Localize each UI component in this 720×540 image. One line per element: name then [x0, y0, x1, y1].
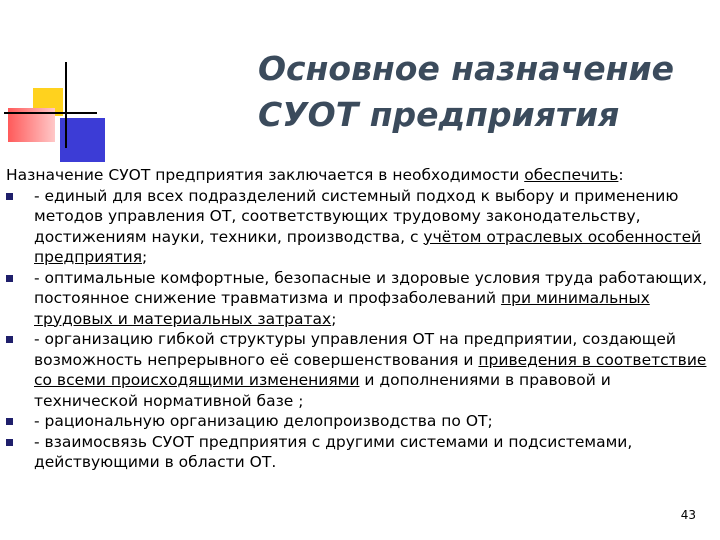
slide-body: [6, 165, 712, 473]
item-underlined: учётом отраслевых особенностей предприятия: [34, 227, 702, 266]
item-underlined: при минимальных трудовых и материальных затратах: [34, 289, 650, 328]
square-bullet-icon: [6, 336, 13, 343]
item-text: - взаимосвязь СУОТ предприятия с другими системами и подсистемами, действующими в области ОТ.: [34, 432, 633, 471]
vertical-line: [65, 62, 67, 148]
item-text: - оптимальные комфортные, безопасные и здоровые условия труда работающих, постоянное снижение травматизма и профзаболеваний: [34, 268, 708, 307]
list-item: [6, 411, 712, 432]
slide-title: [258, 46, 708, 138]
list-item: [6, 186, 712, 268]
item-tail: ;: [331, 309, 337, 328]
square-bullet-icon: [6, 275, 13, 282]
item-tail: ;: [142, 248, 148, 266]
title-line-1: Основное назначение: [258, 49, 674, 88]
intro-end: :: [618, 166, 624, 184]
intro-underlined: обеспечить: [524, 166, 619, 184]
item-text: - рациональную организацию делопроизводства по ОТ;: [34, 412, 493, 430]
item-text: - единый для всех подразделений системный подход к выбору и применению методов управления ОТ, соответствующих трудовому законодательству, достижениям науки, техники, производства, с: [34, 186, 679, 246]
square-bullet-icon: [6, 418, 13, 425]
list-item: [6, 329, 712, 411]
title-line-2: СУОТ предприятия: [258, 95, 620, 134]
bullet-list: [6, 186, 712, 473]
item-underlined: приведения в соответствие со всеми происходящими изменениями: [34, 350, 707, 389]
square-bullet-icon: [6, 439, 13, 446]
intro-text: Назначение СУОТ предприятия заключается в необходимости: [6, 166, 525, 184]
decorative-logo: [0, 0, 120, 160]
horizontal-line: [4, 112, 97, 114]
list-item: [6, 432, 712, 473]
intro-paragraph: [6, 165, 712, 186]
page-number: 43: [680, 508, 696, 522]
list-item: [6, 268, 712, 330]
item-text: - организацию гибкой структуры управления ОТ на предприятии, создающей возможность непрерывного её совершенствования и: [34, 330, 676, 369]
square-bullet-icon: [6, 193, 13, 200]
item-tail: и дополнениями в правовой и технической нормативной базе ;: [34, 371, 611, 410]
